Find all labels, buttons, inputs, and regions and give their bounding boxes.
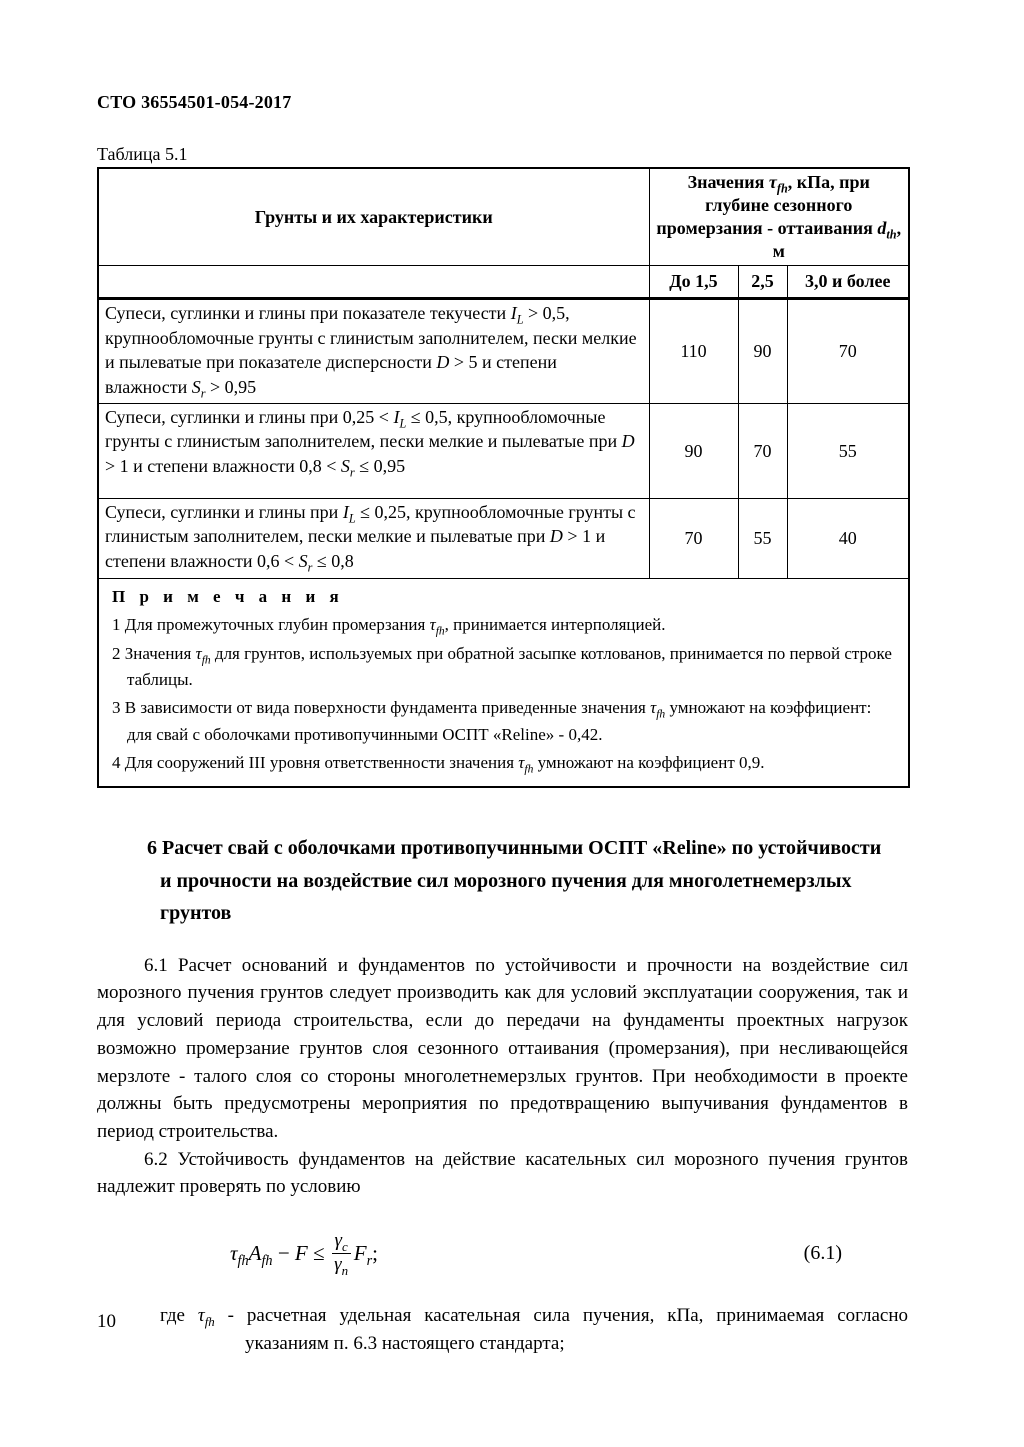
paragraph-6-1: 6.1 Расчет оснований и фундаментов по устойчивости и прочности на воздействие сил морозного пучения грунтов следует производить как для условий эксплуатации сооружения, так и для условий периода строительства, если до передачи на фундаменты проектных нагрузок возможно промерзание грунтов слоя сезонного оттаивания (промерзания), при несливающейся мерзлоте - талого слоя со стороны многолетнемерзлых грунтов. При необходимости в проекте должны быть предусмотрены мероприятия по предотвращению выпучивания фундаментов в период строительства.	[97, 954, 908, 1142]
equation-body	[230, 1231, 378, 1276]
note-item: 4 Для сооружений III уровня ответственности значения $\tau_{fh}$ умножают на коэффициент 0,9.	[112, 753, 765, 776]
note-item: 2 Значения $\tau_{fh}$ для грунтов, используемых при обратной засыпке котлованов, принимается по первой строке таблицы.	[112, 643, 892, 690]
value-cell: 70	[649, 499, 738, 579]
soil-description: Супеси, суглинки и глины при $0,25 < I_L \le 0,5$, крупнообломочные грунты с глинистым заполнителем, пески мелкие и пылеватые при D > 1 и степени влажности $0,8 < S_r \le 0,95$	[98, 404, 649, 499]
value-cell: 70	[787, 299, 909, 404]
subheader-depth-1: До 1,5	[649, 266, 738, 299]
document-id: СТО 36554501-054-2017	[97, 92, 292, 112]
subheader-empty-cell	[98, 266, 649, 299]
notes-title: П р и м е ч а н и я	[112, 587, 344, 606]
value-cell: 110	[649, 299, 738, 404]
table-row	[98, 299, 909, 404]
value-cell: 90	[649, 404, 738, 499]
fraction-numerator: $\gamma_c$	[332, 1231, 351, 1254]
soil-frost-heave-table	[97, 167, 910, 788]
equation-6-1	[97, 1231, 908, 1276]
value-cell: 90	[738, 299, 787, 404]
subheader-depth-2: 2,5	[738, 266, 787, 299]
value-cell: 55	[787, 404, 909, 499]
page-number: 10	[97, 1311, 116, 1332]
value-cell: 40	[787, 499, 909, 579]
table-notes-row	[98, 579, 909, 788]
value-cell: 55	[738, 499, 787, 579]
where-clause: где $\tau_{fh}$ - расчетная удельная касательная сила пучения, кПа, принимаемая согласно указаниям п. 6.3 настоящего стандарта;	[160, 1304, 908, 1354]
section-6-heading: 6 Расчет свай с оболочками противопучинными ОСПТ «Reline» по устойчивости и прочности на воздействие сил морозного пучения для многолетнемерзлых грунтов	[147, 837, 882, 925]
soil-description: Супеси, суглинки и глины при $I_L \le 0,25$, крупнообломочные грунты с глинистым заполнителем, пески мелкие и пылеватые при D > 1 и степени влажности $0,6 < S_r \le 0,8$	[98, 499, 649, 579]
table-notes-cell	[98, 579, 909, 788]
subheader-depth-3: 3,0 и более	[787, 266, 909, 299]
table-row	[98, 499, 909, 579]
table-row	[98, 404, 909, 499]
value-cell: 70	[738, 404, 787, 499]
table-header-row	[98, 168, 909, 266]
note-item: 1 Для промежуточных глубин промерзания $\tau_{fh}$, принимается интерполяцией.	[112, 615, 666, 638]
equation-number: (6.1)	[803, 1242, 842, 1265]
column-header-values: Значения $\tau_{fh}$, кПа, при глубине сезонного промерзания - оттаивания $d_{th}$, м	[649, 168, 909, 266]
equation-rhs: $F_r$;	[353, 1241, 378, 1270]
note-item: 3 В зависимости от вида поверхности фундамента приведенные значения $\tau_{fh}$ умножают на коэффициент: для свай с оболочками противопучинными ОСПТ «Reline» - 0,42.	[112, 698, 872, 744]
fraction-denominator: $\gamma_n$	[334, 1254, 349, 1278]
equation-lhs: $\tau_{fh}A_{fh} - F$ ≤	[230, 1241, 325, 1270]
soil-description: Супеси, суглинки и глины при показателе текучести $I_L > 0,5$, крупнообломочные грунты с глинистым заполнителем, пески мелкие и пылеватые при показателе дисперсности D > 5 и степени влажности $S_r > 0,95$	[98, 299, 649, 404]
equation-fraction	[332, 1231, 351, 1276]
paragraph-6-2: 6.2 Устойчивость фундаментов на действие касательных сил морозного пучения грунтов надлежит проверять по условию	[97, 1148, 908, 1198]
table-subheader-row	[98, 266, 909, 299]
column-header-soils: Грунты и их характеристики	[98, 168, 649, 266]
table-caption: Таблица 5.1	[97, 144, 188, 164]
